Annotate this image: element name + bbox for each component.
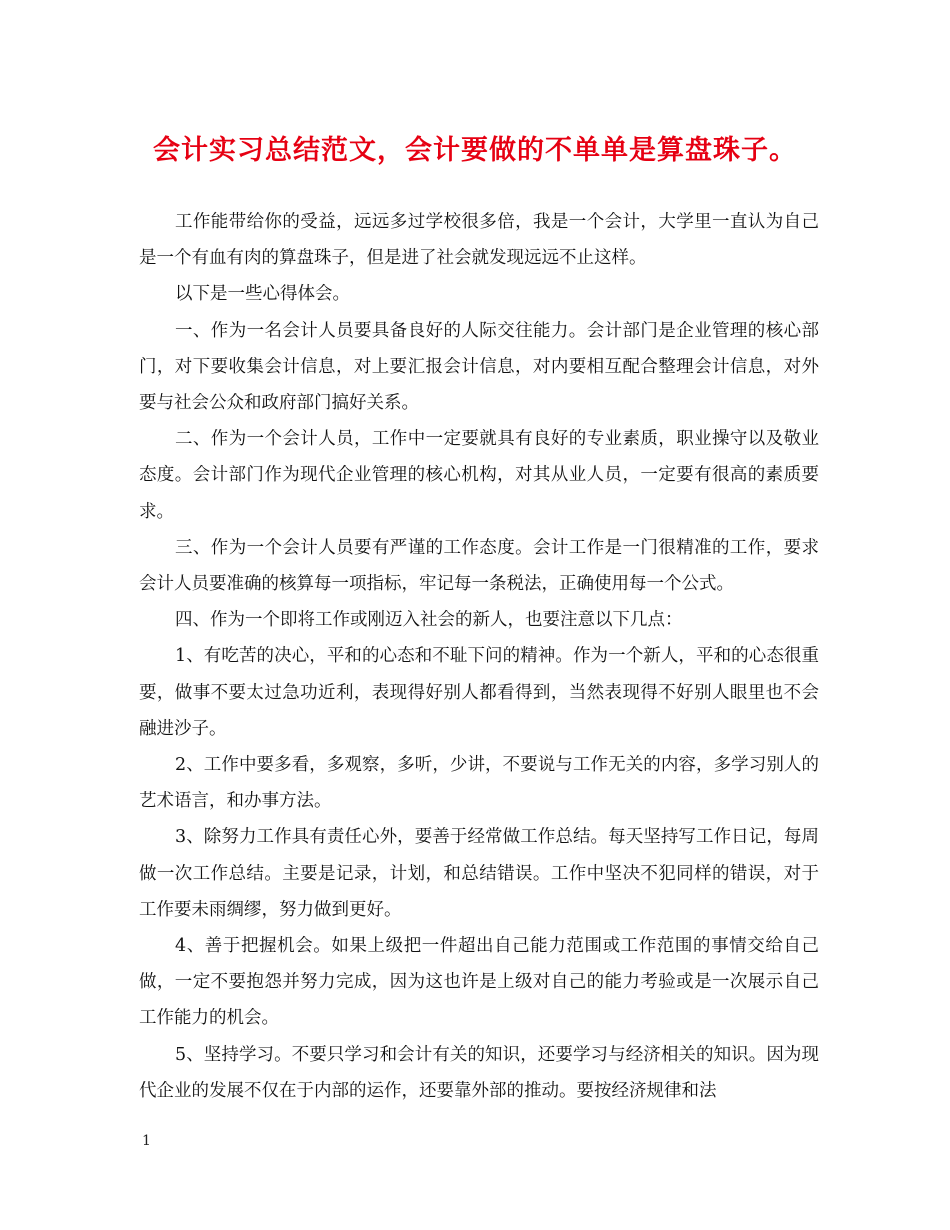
paragraph-subpoint-5: 5、坚持学习。不要只学习和会计有关的知识，还要学习与经济相关的知识。因为现代企业的发展不仅在于内部的运作，还要靠外部的推动。要按经济规律和法 bbox=[139, 1044, 819, 1101]
paragraph-subpoint-1: 1、有吃苦的决心，平和的心态和不耻下问的精神。作为一个新人，平和的心态很重要，做事不要太过急功近利，表现得好别人都看得到，当然表现得不好别人眼里也不会融进沙子。 bbox=[139, 646, 819, 739]
paragraph-subpoint-4: 4、善于把握机会。如果上级把一件超出自己能力范围或工作范围的事情交给自己做，一定不要抱怨并努力完成，因为这也许是上级对自己的能力考验或是一次展示自己工作能力的机会。 bbox=[139, 936, 819, 1029]
paragraph-point-2: 二、作为一个会计人员，工作中一定要就具有良好的专业素质，职业操守以及敬业态度。会计部门作为现代企业管理的核心机构，对其从业人员，一定要有很高的素质要求。 bbox=[139, 429, 819, 522]
paragraph-point-4: 四、作为一个即将工作或刚迈入社会的新人，也要注意以下几点： bbox=[175, 610, 683, 631]
document-body bbox=[139, 204, 819, 1109]
document-title: 会计实习总结范文，会计要做的不单单是算盘珠子。 bbox=[153, 135, 797, 166]
paragraph-intro: 工作能带给你的受益，远远多过学校很多倍，我是一个会计，大学里一直认为自己是一个有血有肉的算盘珠子，但是进了社会就发现远远不止这样。 bbox=[139, 212, 819, 269]
paragraph-point-3: 三、作为一个会计人员要有严谨的工作态度。会计工作是一门很精准的工作，要求会计人员要准确的核算每一项指标，牢记每一条税法，正确使用每一个公式。 bbox=[139, 537, 819, 595]
paragraph-point-1: 一、作为一名会计人员要具备良好的人际交往能力。会计部门是企业管理的核心部门，对下要收集会计信息，对上要汇报会计信息，对内要相互配合整理会计信息，对外要与社会公众和政府部门搞好关系。 bbox=[139, 320, 819, 414]
page-number: 1 bbox=[142, 1133, 151, 1149]
paragraph-subpoint-2: 2、工作中要多看，多观察，多听，少讲，不要说与工作无关的内容，多学习别人的艺术语言，和办事方法。 bbox=[139, 755, 819, 812]
paragraph-subpoint-3: 3、除努力工作具有责任心外，要善于经常做工作总结。每天坚持写工作日记，每周做一次工作总结。主要是记录，计划，和总结错误。工作中坚决不犯同样的错误，对于工作要未雨绸缪，努力做到更好。 bbox=[139, 827, 819, 920]
paragraph-lead: 以下是一些心得体会。 bbox=[175, 284, 350, 305]
